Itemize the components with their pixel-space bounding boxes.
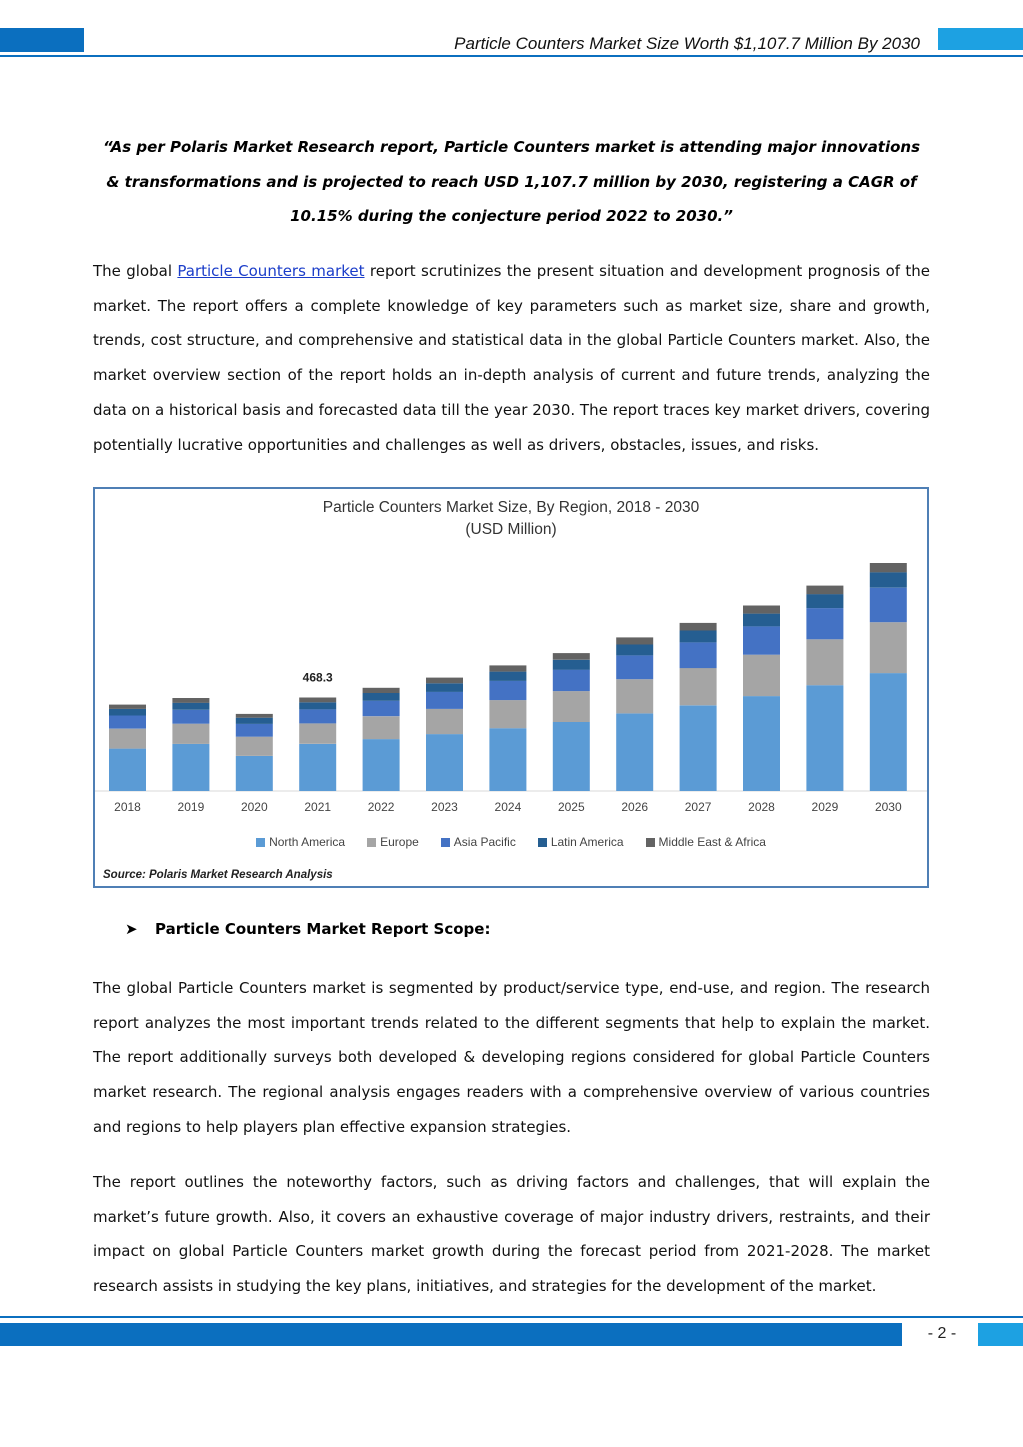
x-tick-label-2018: 2018 bbox=[114, 800, 141, 814]
legend-label: Asia Pacific bbox=[453, 835, 516, 849]
bar-segment-north-america-2022 bbox=[363, 739, 400, 791]
bar-segment-latin-america-2023 bbox=[426, 683, 463, 692]
bar-segment-europe-2020 bbox=[236, 737, 273, 756]
bar-segment-middle-east-africa-2023 bbox=[426, 678, 463, 684]
x-tick-label-2020: 2020 bbox=[240, 800, 268, 814]
bar-segment-middle-east-africa-2028 bbox=[743, 606, 780, 614]
bar-segment-latin-america-2018 bbox=[109, 709, 146, 716]
bar-segment-europe-2023 bbox=[426, 709, 463, 734]
bar-segment-middle-east-africa-2022 bbox=[363, 688, 400, 693]
bar-segment-middle-east-africa-2018 bbox=[109, 705, 146, 709]
bar-segment-asia-pacific-2026 bbox=[616, 655, 653, 679]
bar-segment-north-america-2028 bbox=[743, 696, 780, 791]
bar-segment-asia-pacific-2027 bbox=[680, 642, 717, 668]
header-accent-right bbox=[938, 28, 1023, 50]
x-tick-label-2029: 2029 bbox=[811, 800, 839, 814]
bar-segment-middle-east-africa-2029 bbox=[806, 586, 843, 595]
bar-segment-asia-pacific-2028 bbox=[743, 626, 780, 654]
header-divider bbox=[0, 55, 1023, 57]
bar-segment-europe-2022 bbox=[363, 716, 400, 739]
intro-prefix: The global bbox=[93, 262, 178, 280]
bar-segment-europe-2019 bbox=[172, 724, 209, 744]
footer-bar bbox=[0, 1323, 902, 1346]
bar-segment-north-america-2025 bbox=[553, 722, 590, 791]
legend-swatch bbox=[256, 838, 265, 847]
bar-segment-middle-east-africa-2024 bbox=[489, 665, 526, 671]
bar-segment-north-america-2018 bbox=[109, 749, 146, 791]
bar-segment-asia-pacific-2029 bbox=[806, 608, 843, 639]
bar-segment-asia-pacific-2022 bbox=[363, 701, 400, 716]
bar-segment-north-america-2030 bbox=[870, 673, 907, 791]
bar-segment-latin-america-2027 bbox=[680, 631, 717, 643]
bar-segment-latin-america-2022 bbox=[363, 693, 400, 701]
bar-segment-asia-pacific-2020 bbox=[236, 724, 273, 737]
legend-label: Europe bbox=[380, 835, 419, 849]
bar-segment-europe-2021 bbox=[299, 723, 336, 743]
bar-segment-asia-pacific-2019 bbox=[172, 710, 209, 724]
bar-segment-europe-2018 bbox=[109, 729, 146, 749]
intro-suffix: report scrutinizes the present situation and development prognosis of the market. The report offers a complete knowledge of key parameters such as market size, share and growth, trends, cost structure, and comprehensive and statistical data in the global Particle Counters market. Also, the market overview section of the report holds an in-depth analysis of current and future trends, analyzing the data on a historical basis and forecasted data till the year 2030. The report traces key market drivers, covering potentially lucrative opportunities and challenges as well as drivers, obstacles, issues, and risks. bbox=[93, 262, 931, 454]
chart-title-block bbox=[95, 497, 927, 541]
bar-segment-europe-2028 bbox=[743, 655, 780, 696]
bar-segment-europe-2029 bbox=[806, 639, 843, 685]
bar-segment-asia-pacific-2030 bbox=[870, 588, 907, 623]
bar-segment-europe-2024 bbox=[489, 700, 526, 728]
bar-segment-latin-america-2020 bbox=[236, 718, 273, 724]
x-tick-label-2030: 2030 bbox=[874, 800, 902, 814]
legend-label: Middle East & Africa bbox=[658, 835, 766, 849]
legend-item-europe bbox=[367, 835, 419, 849]
scope-paragraph: The global Particle Counters market is segmented by product/service type, end-use, and region. The research report analyzes the most important trends related to the different segments that help to explain the market. The report additionally surveys both developed & developing regions considered for global Particle Counters market research. The regional analysis engages readers with a comprehensive overview of various countries and regions to help players plan effective expansion strategies. bbox=[93, 979, 930, 1136]
legend-label: North America bbox=[269, 835, 346, 849]
x-tick-label-2022: 2022 bbox=[367, 800, 395, 814]
x-tick-label-2028: 2028 bbox=[748, 800, 775, 814]
bar-segment-latin-america-2026 bbox=[616, 645, 653, 656]
legend-item-asia-pacific bbox=[441, 835, 516, 849]
bar-segment-north-america-2026 bbox=[616, 714, 653, 792]
bar-segment-middle-east-africa-2030 bbox=[870, 563, 907, 572]
bar-segment-latin-america-2025 bbox=[553, 660, 590, 670]
arrow-bullet-icon: ➤ bbox=[125, 920, 138, 938]
bar-segment-europe-2030 bbox=[870, 622, 907, 673]
bar-segment-europe-2027 bbox=[680, 668, 717, 705]
stacked-bar-chart bbox=[95, 489, 927, 886]
bar-segment-north-america-2020 bbox=[236, 756, 273, 791]
x-tick-label-2027: 2027 bbox=[684, 800, 712, 814]
legend-item-latin-america bbox=[538, 835, 624, 849]
legend-item-middle-east-africa bbox=[646, 835, 766, 849]
bar-segment-north-america-2029 bbox=[806, 685, 843, 791]
bar-segment-middle-east-africa-2020 bbox=[236, 714, 273, 718]
bar-segment-latin-america-2029 bbox=[806, 594, 843, 608]
chart-container bbox=[93, 487, 929, 888]
bar-segment-europe-2026 bbox=[616, 679, 653, 713]
bar-segment-middle-east-africa-2019 bbox=[172, 698, 209, 703]
chart-title: Particle Counters Market Size, By Region, 2018 - 2030 bbox=[322, 499, 700, 516]
market-report-link[interactable]: Particle Counters market bbox=[177, 262, 365, 280]
section-heading-text: Particle Counters Market Report Scope: bbox=[155, 920, 491, 938]
legend-swatch bbox=[538, 838, 547, 847]
intro-paragraph bbox=[93, 254, 930, 462]
bar-segment-latin-america-2021 bbox=[299, 702, 336, 709]
footer-accent-right bbox=[978, 1323, 1023, 1346]
bar-segment-middle-east-africa-2021 bbox=[299, 698, 336, 703]
factors-paragraph: The report outlines the noteworthy factors, such as driving factors and challenges, that will explain the market’s future growth. Also, it covers an exhaustive coverage of major industry drivers, restraints, and their impact on global Particle Counters market growth during the forecast period from 2021-2028. The market research assists in studying the key plans, initiatives, and strategies for the development of the market. bbox=[93, 1173, 930, 1296]
x-tick-label-2023: 2023 bbox=[431, 800, 458, 814]
x-tick-label-2026: 2026 bbox=[621, 800, 649, 814]
legend-swatch bbox=[367, 838, 376, 847]
x-tick-label-2021: 2021 bbox=[304, 800, 332, 814]
chart-legend bbox=[95, 835, 927, 849]
x-tick-label-2019: 2019 bbox=[177, 800, 205, 814]
bar-segment-latin-america-2028 bbox=[743, 614, 780, 627]
bar-segment-north-america-2024 bbox=[489, 728, 526, 791]
bar-segment-latin-america-2019 bbox=[172, 703, 209, 710]
document-title: Particle Counters Market Size Worth $1,107.7 Million By 2030 bbox=[454, 34, 920, 53]
bar-segment-asia-pacific-2018 bbox=[109, 716, 146, 729]
bar-segment-middle-east-africa-2025 bbox=[553, 653, 590, 660]
bar-segment-europe-2025 bbox=[553, 691, 590, 722]
bar-segment-latin-america-2030 bbox=[870, 572, 907, 587]
bar-segment-north-america-2023 bbox=[426, 734, 463, 791]
bar-segment-asia-pacific-2024 bbox=[489, 681, 526, 700]
bar-segment-north-america-2027 bbox=[680, 705, 717, 791]
bar-segment-latin-america-2024 bbox=[489, 672, 526, 681]
legend-swatch bbox=[646, 838, 655, 847]
legend-label: Latin America bbox=[550, 835, 624, 849]
legend-swatch bbox=[441, 838, 450, 847]
bar-segment-middle-east-africa-2027 bbox=[680, 623, 717, 631]
bar-segment-middle-east-africa-2026 bbox=[616, 637, 653, 644]
bar-segment-asia-pacific-2021 bbox=[299, 709, 336, 723]
header-accent-left bbox=[0, 28, 84, 52]
x-tick-label-2024: 2024 bbox=[494, 800, 522, 814]
bar-segment-asia-pacific-2023 bbox=[426, 692, 463, 709]
legend-item-north-america bbox=[256, 835, 345, 849]
page-number: - 2 - bbox=[927, 1325, 957, 1342]
highlight-quote: “As per Polaris Market Research report, Particle Counters market is attending major innovations & transformations and is projected to reach USD 1,107.7 million by 2030, registering a CAGR of 10.15% during the conjecture period 2022 to 2030.” bbox=[102, 138, 921, 225]
chart-subtitle: (USD Million) bbox=[465, 521, 557, 538]
bar-segment-north-america-2021 bbox=[299, 744, 336, 791]
bar-segment-asia-pacific-2025 bbox=[553, 670, 590, 691]
chart-source: Source: Polaris Market Research Analysis bbox=[103, 869, 333, 881]
bar-segment-north-america-2019 bbox=[172, 744, 209, 791]
data-label-2021: 468.3 bbox=[302, 670, 333, 685]
footer-divider bbox=[0, 1316, 1023, 1318]
x-tick-label-2025: 2025 bbox=[557, 800, 585, 814]
section-heading bbox=[125, 920, 490, 938]
